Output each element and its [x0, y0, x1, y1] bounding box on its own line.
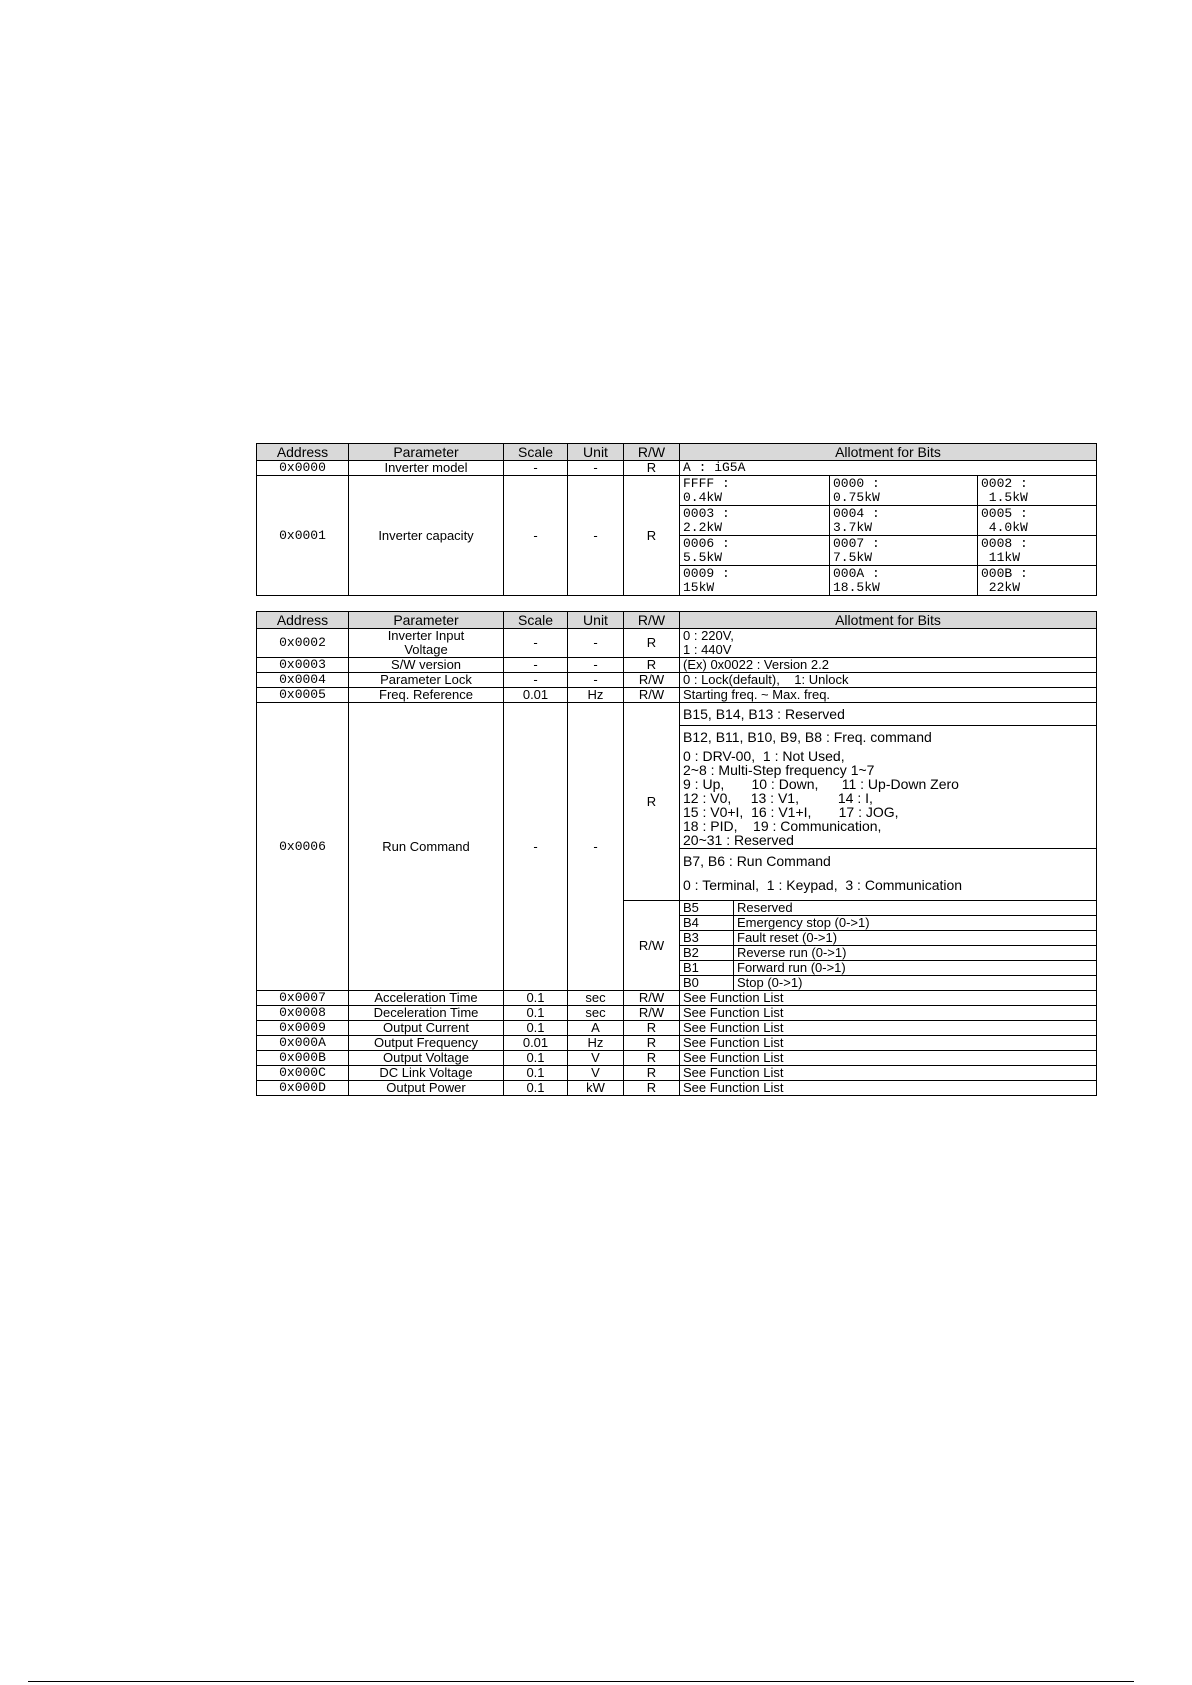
freq-command-line: 9 : Up, 10 : Down, 11 : Up-Down Zero: [683, 776, 959, 792]
rw-cell: R/W: [624, 901, 680, 991]
capacity-cell: [680, 476, 830, 506]
scale-cell: 0.1: [504, 1081, 568, 1096]
header-unit: Unit: [568, 612, 624, 629]
bit-desc-cell: Reserved: [734, 901, 1097, 916]
capacity-code: 0002 :: [981, 475, 1028, 491]
address-cell: 0x0006: [257, 703, 349, 991]
capacity-value: 15kW: [683, 579, 715, 595]
parameter-cell: Deceleration Time: [349, 1006, 504, 1021]
capacity-cell: [680, 566, 830, 596]
header-rw: R/W: [624, 444, 680, 461]
freq-command-line: 15 : V0+I, 16 : V1+I, 17 : JOG,: [683, 804, 899, 820]
parameter-cell: [349, 629, 504, 658]
capacity-value: 3.7kW: [833, 519, 873, 535]
reserved-bits-cell: B15, B14, B13 : Reserved: [680, 703, 1097, 726]
freq-command-line: 18 : PID, 19 : Communication,: [683, 818, 882, 834]
table-row: [257, 1036, 1097, 1051]
header-address: Address: [257, 444, 349, 461]
capacity-cell: [978, 566, 1097, 596]
address-cell: 0x0004: [257, 673, 349, 688]
unit-cell: -: [568, 629, 624, 658]
table-row: [257, 1081, 1097, 1096]
run-command-cell: [680, 849, 1097, 901]
capacity-code: 000A :: [833, 565, 880, 581]
capacity-value: 1.5kW: [981, 489, 1028, 505]
capacity-value: 0.75kW: [833, 489, 880, 505]
freq-command-title: B12, B11, B10, B9, B8 : Freq. command: [683, 729, 932, 745]
bit-desc-cell: Forward run (0->1): [734, 961, 1097, 976]
header-unit: Unit: [568, 444, 624, 461]
parameter-cell: S/W version: [349, 658, 504, 673]
unit-cell: A: [568, 1021, 624, 1036]
scale-cell: -: [504, 673, 568, 688]
table-row: [257, 1066, 1097, 1081]
table-row: [257, 673, 1097, 688]
table-row: [257, 476, 1097, 506]
unit-cell: -: [568, 461, 624, 476]
bits-cell: See Function List: [680, 1036, 1097, 1051]
bits-cell: See Function List: [680, 1066, 1097, 1081]
parameter-cell: Output Current: [349, 1021, 504, 1036]
rw-cell: R: [624, 1081, 680, 1096]
bits-cell: See Function List: [680, 1051, 1097, 1066]
scale-cell: 0.01: [504, 688, 568, 703]
rw-cell: R/W: [624, 688, 680, 703]
bit-id-cell: B2: [680, 946, 734, 961]
freq-command-line: 0 : DRV-00, 1 : Not Used,: [683, 748, 845, 764]
parameter-cell: Freq. Reference: [349, 688, 504, 703]
unit-cell: -: [568, 673, 624, 688]
parameter-cell: Output Power: [349, 1081, 504, 1096]
capacity-value: 18.5kW: [833, 579, 880, 595]
rw-cell: R/W: [624, 991, 680, 1006]
bits-cell: See Function List: [680, 1081, 1097, 1096]
rw-cell: R: [624, 476, 680, 596]
scale-cell: -: [504, 461, 568, 476]
bit-id-cell: B5: [680, 901, 734, 916]
run-command-values: 0 : Terminal, 1 : Keypad, 3 : Communication: [683, 877, 963, 893]
bit-id-cell: B4: [680, 916, 734, 931]
scale-cell: 0.1: [504, 991, 568, 1006]
capacity-code: 0000 :: [833, 475, 880, 491]
unit-cell: kW: [568, 1081, 624, 1096]
capacity-code: 0005 :: [981, 505, 1028, 521]
scale-cell: -: [504, 476, 568, 596]
scale-cell: 0.1: [504, 1066, 568, 1081]
table-row: [257, 991, 1097, 1006]
parameter-cell: Parameter Lock: [349, 673, 504, 688]
address-cell: 0x0003: [257, 658, 349, 673]
capacity-code: 0004 :: [833, 505, 880, 521]
bits-cell: [680, 629, 1097, 658]
scale-cell: -: [504, 703, 568, 991]
page-footer-rule: [28, 1681, 1134, 1682]
table-header-row: [257, 612, 1097, 629]
capacity-value: 22kW: [981, 579, 1021, 595]
capacity-value: 7.5kW: [833, 549, 873, 565]
address-cell: 0x000D: [257, 1081, 349, 1096]
address-cell: 0x000B: [257, 1051, 349, 1066]
scale-cell: 0.01: [504, 1036, 568, 1051]
rw-cell: R: [624, 703, 680, 901]
unit-cell: -: [568, 703, 624, 991]
table-row: [257, 658, 1097, 673]
address-cell: 0x0007: [257, 991, 349, 1006]
bits-cell: A : iG5A: [680, 461, 1097, 476]
bits-cell: See Function List: [680, 1006, 1097, 1021]
capacity-value: 4.0kW: [981, 519, 1028, 535]
header-address: Address: [257, 612, 349, 629]
address-cell: 0x000A: [257, 1036, 349, 1051]
bit-desc-cell: Emergency stop (0->1): [734, 916, 1097, 931]
header-allotment: Allotment for Bits: [680, 444, 1097, 461]
scale-cell: -: [504, 629, 568, 658]
parameter-line: Voltage: [404, 642, 448, 657]
scale-cell: 0.1: [504, 1021, 568, 1036]
unit-cell: Hz: [568, 1036, 624, 1051]
freq-command-line: 20~31 : Reserved: [683, 832, 794, 848]
capacity-cell: [978, 536, 1097, 566]
unit-cell: -: [568, 658, 624, 673]
parameter-cell: Output Voltage: [349, 1051, 504, 1066]
parameter-cell: Inverter model: [349, 461, 504, 476]
parameter-cell: Acceleration Time: [349, 991, 504, 1006]
capacity-code: 0003 :: [683, 505, 730, 521]
bits-cell: (Ex) 0x0022 : Version 2.2: [680, 658, 1097, 673]
bits-cell: See Function List: [680, 1021, 1097, 1036]
table-row: [257, 688, 1097, 703]
table-row: [257, 629, 1097, 658]
unit-cell: Hz: [568, 688, 624, 703]
run-command-title: B7, B6 : Run Command: [683, 853, 831, 869]
address-cell: 0x000C: [257, 1066, 349, 1081]
inverter-info-table: [256, 443, 1097, 596]
capacity-cell: [680, 536, 830, 566]
bits-line: 0 : 220V,: [683, 628, 734, 643]
parameter-line: Inverter Input: [387, 628, 465, 643]
header-rw: R/W: [624, 612, 680, 629]
bits-cell: See Function List: [680, 991, 1097, 1006]
capacity-value: 11kW: [981, 549, 1021, 565]
scale-cell: -: [504, 658, 568, 673]
rw-cell: R/W: [624, 673, 680, 688]
capacity-code: 0007 :: [833, 535, 880, 551]
unit-cell: sec: [568, 1006, 624, 1021]
unit-cell: V: [568, 1051, 624, 1066]
freq-command-line: 2~8 : Multi-Step frequency 1~7: [683, 762, 875, 778]
scale-cell: 0.1: [504, 1051, 568, 1066]
rw-cell: R: [624, 629, 680, 658]
capacity-value: 0.4kW: [683, 489, 723, 505]
capacity-code: FFFF :: [683, 475, 730, 491]
table-header-row: [257, 444, 1097, 461]
capacity-code: 0009 :: [683, 565, 730, 581]
capacity-cell: [830, 476, 978, 506]
bit-desc-cell: Reverse run (0->1): [734, 946, 1097, 961]
capacity-cell: [830, 536, 978, 566]
capacity-cell: [680, 506, 830, 536]
header-scale: Scale: [504, 444, 568, 461]
bit-id-cell: B0: [680, 976, 734, 991]
bits-cell: 0 : Lock(default), 1: Unlock: [680, 673, 1097, 688]
rw-cell: R: [624, 658, 680, 673]
header-allotment: Allotment for Bits: [680, 612, 1097, 629]
rw-cell: R/W: [624, 1006, 680, 1021]
address-cell: 0x0009: [257, 1021, 349, 1036]
unit-cell: V: [568, 1066, 624, 1081]
address-cell: 0x0000: [257, 461, 349, 476]
table-row: [257, 461, 1097, 476]
capacity-value: 2.2kW: [683, 519, 723, 535]
capacity-cell: [978, 506, 1097, 536]
parameter-cell: Output Frequency: [349, 1036, 504, 1051]
address-cell: 0x0008: [257, 1006, 349, 1021]
capacity-cell: [978, 476, 1097, 506]
unit-cell: -: [568, 476, 624, 596]
unit-cell: sec: [568, 991, 624, 1006]
freq-command-line: 12 : V0, 13 : V1, 14 : I,: [683, 790, 873, 806]
table-row: [257, 1006, 1097, 1021]
rw-cell: R: [624, 461, 680, 476]
table-row: [257, 1021, 1097, 1036]
capacity-value: 5.5kW: [683, 549, 723, 565]
header-parameter: Parameter: [349, 612, 504, 629]
header-scale: Scale: [504, 612, 568, 629]
capacity-cell: [830, 566, 978, 596]
bit-desc-cell: Fault reset (0->1): [734, 931, 1097, 946]
address-cell: 0x0002: [257, 629, 349, 658]
freq-command-cell: [680, 726, 1097, 849]
bit-id-cell: B3: [680, 931, 734, 946]
address-cell: 0x0001: [257, 476, 349, 596]
parameter-cell: DC Link Voltage: [349, 1066, 504, 1081]
rw-cell: R: [624, 1021, 680, 1036]
rw-cell: R: [624, 1051, 680, 1066]
command-parameter-table: [256, 611, 1097, 1096]
capacity-code: 0008 :: [981, 535, 1028, 551]
header-parameter: Parameter: [349, 444, 504, 461]
bits-cell: Starting freq. ~ Max. freq.: [680, 688, 1097, 703]
scale-cell: 0.1: [504, 1006, 568, 1021]
rw-cell: R: [624, 1036, 680, 1051]
table-row: [257, 1051, 1097, 1066]
bits-line: 1 : 440V: [683, 642, 732, 657]
table-row: [257, 703, 1097, 726]
bit-desc-cell: Stop (0->1): [734, 976, 1097, 991]
capacity-cell: [830, 506, 978, 536]
parameter-cell: Inverter capacity: [349, 476, 504, 596]
capacity-code: 0006 :: [683, 535, 730, 551]
bit-id-cell: B1: [680, 961, 734, 976]
capacity-code: 000B :: [981, 565, 1028, 581]
rw-cell: R: [624, 1066, 680, 1081]
parameter-cell: Run Command: [349, 703, 504, 991]
address-cell: 0x0005: [257, 688, 349, 703]
